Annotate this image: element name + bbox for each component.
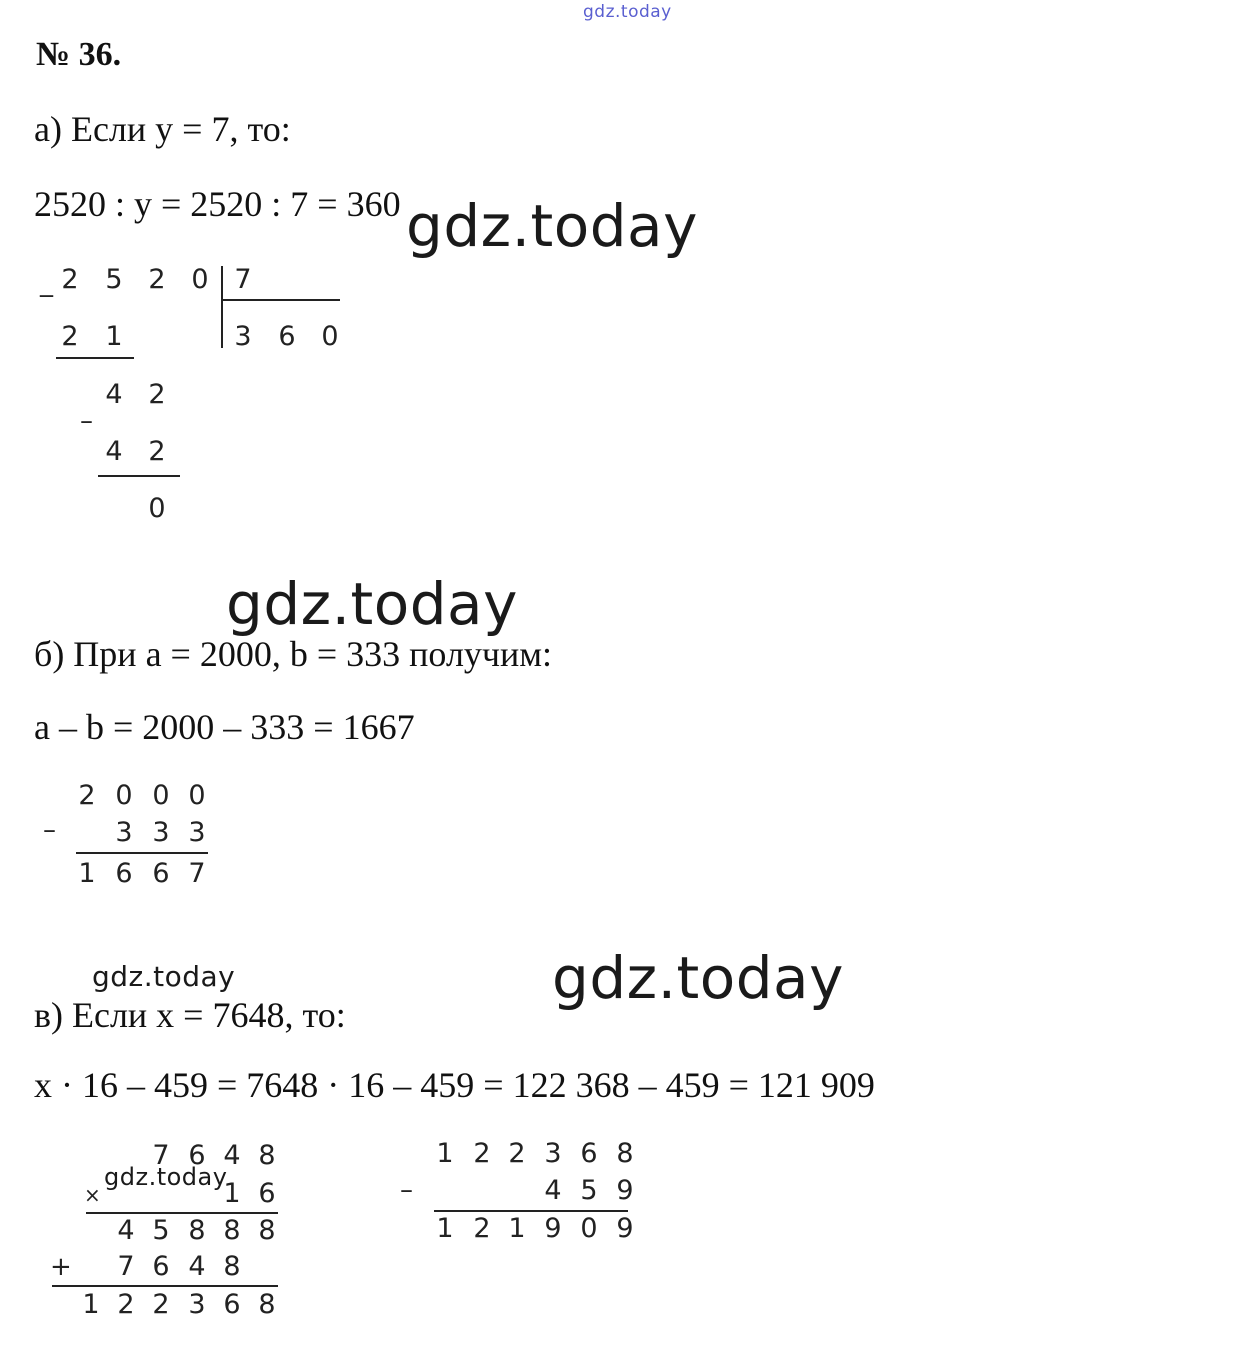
partial-digit: 8 [223,1251,241,1282]
division-bar-horizontal [222,299,340,301]
partial-digit: 8 [188,1215,206,1246]
subtraction-line [434,1210,628,1212]
dividend-digit: 2 [61,264,79,295]
watermark-3: gdz.today [92,960,236,993]
subtrahend-digit: 5 [580,1175,598,1206]
result-digit: 2 [473,1213,491,1244]
subtrahend-digit: 1 [105,321,123,352]
minuend-digit: 2 [508,1138,526,1169]
partial-digit: 8 [258,1215,276,1246]
minuend-digit: 0 [152,780,170,811]
subtrahend-digit: 4 [544,1175,562,1206]
subtrahend-digit: 2 [148,436,166,467]
remainder-digit: 2 [148,379,166,410]
multiplication-line-2 [52,1285,278,1287]
watermark-top: gdz.today [583,2,672,22]
part-a-heading: а) Если у = 7, то: [34,109,291,149]
subtrahend-digit: 4 [105,436,123,467]
minuend-digit: 8 [616,1138,634,1169]
quotient-digit: 3 [234,321,252,352]
division-line-2 [98,475,180,477]
partial-digit: 5 [152,1215,170,1246]
dividend-digit: 0 [191,264,209,295]
product-digit: 6 [223,1289,241,1320]
minuend-digit: 0 [188,780,206,811]
result-digit: 7 [188,858,206,889]
factor-digit: 7 [152,1140,170,1171]
multiplier-digit: 6 [258,1178,276,1209]
product-digit: 1 [82,1289,100,1320]
result-digit: 6 [152,858,170,889]
watermark-2: gdz.today [226,570,518,638]
problem-title: № 36. [36,36,122,73]
product-digit: 3 [188,1289,206,1320]
partial-digit: 7 [117,1251,135,1282]
divisor: 7 [234,264,252,295]
dividend-digit: 5 [105,264,123,295]
dividend-digit: 2 [148,264,166,295]
division-minus-sign-1: _ [40,268,53,298]
subtrahend-digit: 3 [152,817,170,848]
product-digit: 2 [117,1289,135,1320]
factor-digit: 4 [223,1140,241,1171]
partial-digit: 4 [117,1215,135,1246]
minus-sign: – [43,815,56,845]
minuend-digit: 2 [78,780,96,811]
minuend-digit: 2 [473,1138,491,1169]
division-line-1 [56,357,134,359]
subtrahend-digit: 3 [115,817,133,848]
plus-sign: + [50,1252,72,1282]
remainder-digit: 4 [105,379,123,410]
factor-digit: 6 [188,1140,206,1171]
product-digit: 8 [258,1289,276,1320]
quotient-digit: 0 [321,321,339,352]
result-digit: 0 [580,1213,598,1244]
multiplier-digit: 1 [223,1178,241,1209]
result-digit: 1 [436,1213,454,1244]
division-minus-sign-2: – [80,406,93,436]
subtrahend-digit: 9 [616,1175,634,1206]
result-digit: 1 [508,1213,526,1244]
subtrahend-digit: 3 [188,817,206,848]
final-remainder: 0 [148,493,166,524]
part-c-heading: в) Если х = 7648, то: [34,995,346,1035]
product-digit: 2 [152,1289,170,1320]
minuend-digit: 1 [436,1138,454,1169]
minuend-digit: 3 [544,1138,562,1169]
multiply-sign: × [84,1183,101,1207]
factor-digit: 8 [258,1140,276,1171]
minuend-digit: 6 [580,1138,598,1169]
partial-digit: 8 [223,1215,241,1246]
multiplication-line-1 [86,1212,278,1214]
subtrahend-digit: 2 [61,321,79,352]
partial-digit: 4 [188,1251,206,1282]
watermark-1: gdz.today [406,192,698,260]
watermark-5: gdz.today [104,1163,228,1191]
quotient-digit: 6 [278,321,296,352]
part-c-equation: х · 16 – 459 = 7648 · 16 – 459 = 122 368 – 459 = 121 909 [34,1065,875,1105]
result-digit: 9 [544,1213,562,1244]
minus-sign: – [400,1175,413,1205]
result-digit: 9 [616,1213,634,1244]
partial-digit: 6 [152,1251,170,1282]
division-bar-vertical [221,266,223,348]
minuend-digit: 0 [115,780,133,811]
result-digit: 1 [78,858,96,889]
result-digit: 6 [115,858,133,889]
subtraction-line [76,852,208,854]
part-b-heading: б) При а = 2000, b = 333 получим: [34,634,553,674]
watermark-4: gdz.today [552,944,844,1012]
part-b-equation: а – b = 2000 – 333 = 1667 [34,707,415,747]
part-a-equation: 2520 : у = 2520 : 7 = 360 [34,184,401,224]
